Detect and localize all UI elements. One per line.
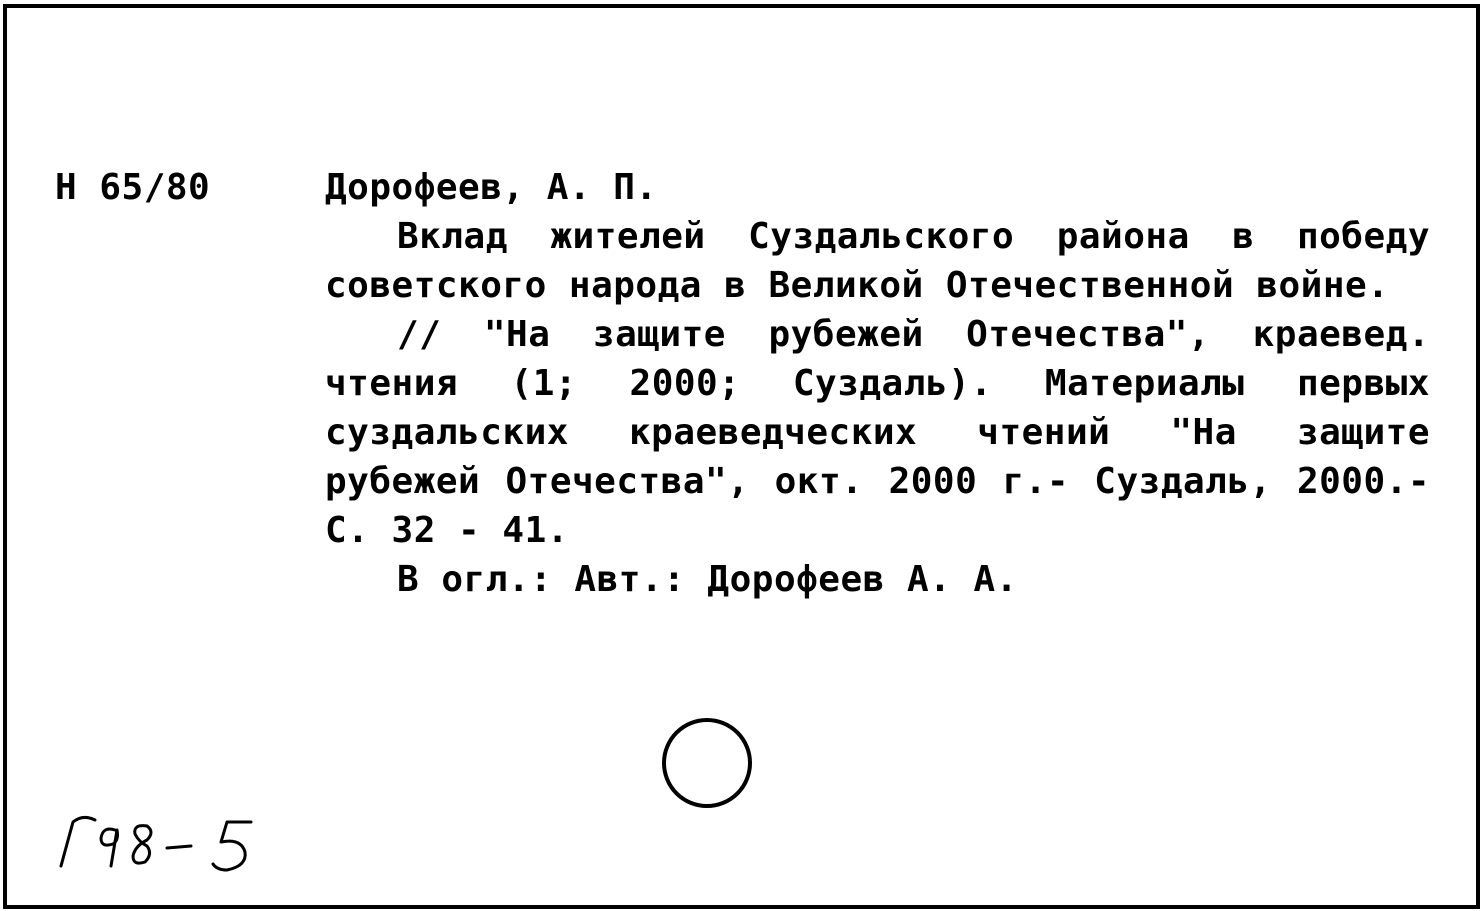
handwritten-code — [55, 800, 265, 880]
source-paragraph: // "На защите рубежей Отечества", краевед. чтения (1; 2000; Суздаль). Материалы первых суздальских краеведческих чтений "На защите рубежей Отечества", окт. 2000 г.- Суздаль, 2000.-С. 32 - 41. — [325, 314, 1430, 551]
note-paragraph: В огл.: Авт.: Дорофеев А. А. — [397, 559, 1018, 600]
card-body — [325, 212, 1430, 604]
title-paragraph: Вклад жителей Суздальского района в победу советского народа в Великой Отечественной войне. — [325, 216, 1430, 306]
author-heading: Дорофеев, А. П. — [325, 167, 658, 208]
punch-hole-icon — [659, 715, 755, 811]
shelfmark: Н 65/80 — [55, 167, 211, 208]
